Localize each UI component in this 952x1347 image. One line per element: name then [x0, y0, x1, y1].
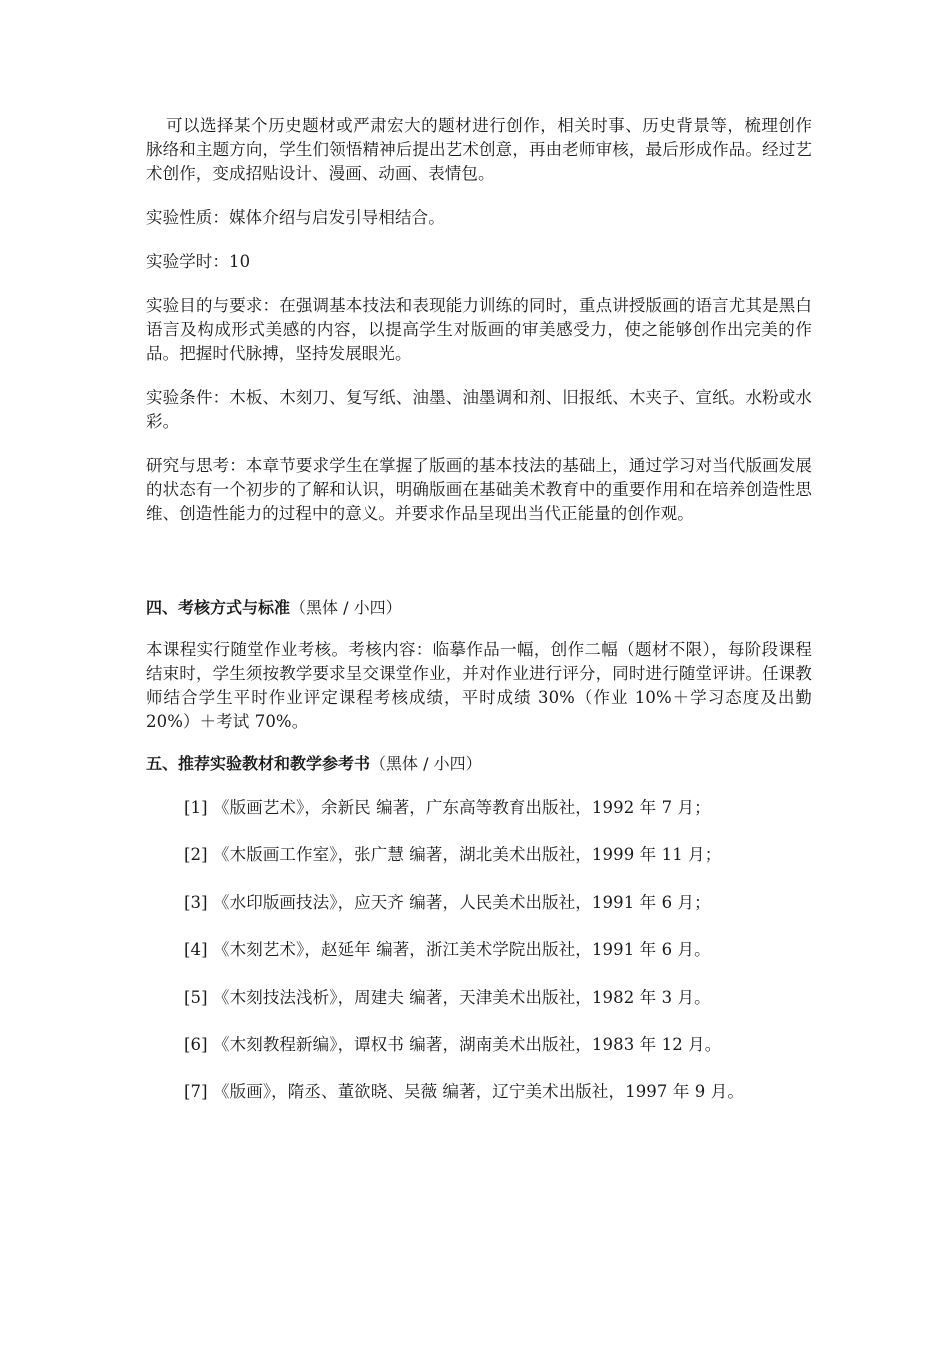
reference-item: [1] 《版画艺术》，余新民 编著，广东高等教育出版社，1992 年 7 月；: [184, 798, 711, 817]
reference-item: [4] 《木刻艺术》，赵延年 编著，浙江美术学院出版社，1991 年 6 月。: [184, 940, 711, 960]
reference-item: [5] 《木刻技法浅析》，周建夫 编著，天津美术出版社，1982 年 3 月。: [184, 987, 711, 1007]
section-4-heading: [146, 596, 812, 620]
experiment-conditions: 实验条件：木板、木刻刀、复写纸、油墨、油墨调和剂、旧报纸、木夹子、宣纸。水粉或水彩。: [146, 388, 812, 431]
experiment-nature: 实验性质：媒体介绍与启发引导相结合。: [146, 208, 445, 227]
reference-item: [2] 《木版画工作室》，张广慧 编著，湖北美术出版社，1999 年 11 月；: [184, 845, 722, 865]
section-4-note: （黑体 / 小四）: [290, 598, 402, 617]
document-body: [146, 114, 812, 1104]
reference-item: [3] 《水印版画技法》，应天齐 编著，人民美术出版社，1991 年 6 月；: [184, 892, 711, 912]
intro-paragraph: 可以选择某个历史题材或严肃宏大的题材进行创作，相关时事、历史背景等，梳理创作脉络和主题方向，学生们领悟精神后提出艺术创意，再由老师审核，最后形成作品。经过艺术创作，变成招贴设计、漫画、动画、表情包。: [146, 116, 812, 183]
research-thinking: 研究与思考：本章节要求学生在掌握了版画的基本技法的基础上，通过学习对当代版画发展的状态有一个初步的了解和认识，明确版画在基础美术教育中的重要作用和在培养创造性思维、创造性能力的过程中的意义。并要求作品呈现出当代正能量的创作观。: [146, 456, 812, 523]
reference-item: [6] 《木刻教程新编》，谭权书 编著，湖南美术出版社，1983 年 12 月。: [184, 1034, 722, 1054]
assessment-paragraph: 本课程实行随堂作业考核。考核内容：临摹作品一幅，创作二幅（题材不限），每阶段课程结束时，学生须按教学要求呈交课堂作业，并对作业进行评分，同时进行随堂评讲。任课教师结合学生平时作业评定课程考核成绩，平时成绩 30%（作业 10%＋学习态度及出勤 20%）＋考试 70%。: [146, 640, 812, 731]
reference-item: [7] 《版画》，隋丞、董欲晓、吴薇 编著，辽宁美术出版社，1997 年 9 月。: [184, 1082, 744, 1102]
section-4-title: 四、考核方式与标准: [146, 598, 291, 617]
reference-list: [146, 796, 812, 1104]
experiment-hours: 实验学时：10: [146, 252, 251, 271]
section-5-title: 五、推荐实验教材和教学参考书: [146, 754, 371, 773]
section-5-note: （黑体 / 小四）: [370, 754, 482, 773]
experiment-purpose: 实验目的与要求：在强调基本技法和表现能力训练的同时，重点讲授版画的语言尤其是黑白语言及构成形式美感的内容，以提高学生对版画的审美感受力，使之能够创作出完美的作品。把握时代脉搏，坚持发展眼光。: [146, 296, 812, 363]
section-5-heading: [146, 752, 812, 776]
